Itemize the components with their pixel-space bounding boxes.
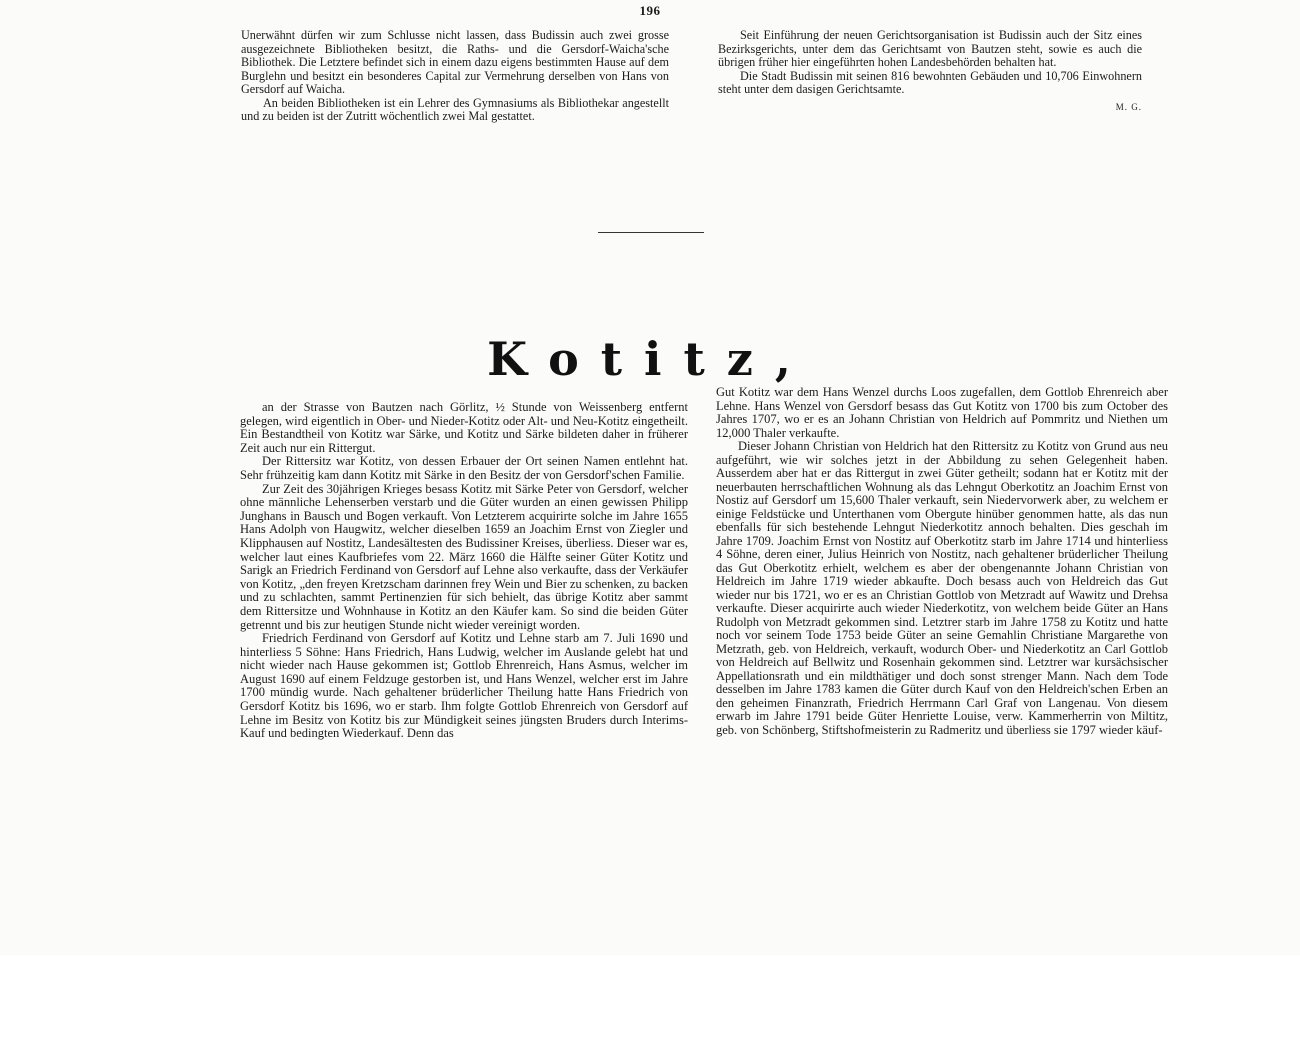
bottom-left-column xyxy=(240,401,688,741)
paragraph: Gut Kotitz war dem Hans Wenzel durchs Loos zugefallen, dem Gottlob Ehrenreich aber Lehne. Hans Wenzel von Gersdorf besass das Gut Kotitz von 1700 bis zum October des Jahres 1707, wo er es an Johann Christian von Heldrich auf Pommritz und Niethen um 12,000 Thaler verkaufte. xyxy=(716,385,1168,440)
paragraph: Seit Einführung der neuen Gerichtsorganisation ist Budissin auch der Sitz eines Bezirksgerichts, unter dem das Gerichtsamt von Bautzen steht, sowie es auch die übrigen früher hier eingeführten hohen Landesbehörden behalten hat. xyxy=(718,28,1142,69)
paragraph: an der Strasse von Bautzen nach Görlitz, ½ Stunde von Weissenberg entfernt gelegen, wird eigentlich in Ober- und Nieder-Kotitz oder Alt- und Neu-Kotitz eingetheilt. Ein Bestandtheil von Kotitz war Särke, und Kotitz und Särke bildeten daher in früherer Zeit auch nur ein Rittergut. xyxy=(240,400,688,455)
section-divider xyxy=(598,232,704,233)
section-title: Kotitz, xyxy=(487,332,813,386)
paragraph: Dieser Johann Christian von Heldrich hat den Rittersitz zu Kotitz von Grund aus neu aufgeführt, wie wir solches jetzt in der Abbildung zu sehen Gelegenheit haben. Ausserdem aber hat er das Rittergut in zwei Güter getheilt; sodann hat er Kotitz mit der neuerbauten herrschaftlichen Wohnung als das Lehngut Oberkotitz an Joachim Ernst von Nostiz auf Gersdorf um 15,600 Thaler verkauft, sein Niedervorwerk aber, zu welchem er einige Feldstücke und Unterthanen vom Obergute hinüber genommen hatte, als das nun ebenfalls für sich bestehende Lehngut Niederkotitz annoch behalten. Dies geschah im Jahre 1709. Joachim Ernst von Nostitz auf Oberkotitz starb im Jahre 1714 und hinterliess 4 Söhne, deren einer, Julius Heinrich von Nostitz, nach gehaltener brüderlicher Theilung das Gut Oberkotitz erhielt, welchem es aber der obengenannte Johann Christian von Heldreich im Jahre 1719 wieder abkaufte. Doch besass auch von Heldreich das Gut wieder nur bis 1721, wo er es an Christian Gottlob von Metzradt auf Wawitz und Drehsa verkaufte. Dieser acquirirte auch wieder Niederkotitz, von welchem beide Güter an Hans Rudolph von Metzradt gekommen sind. Letztrer starb im Jahre 1758 zu Kotitz und hatte noch vor seinem Tode 1753 beide Güter an seine Gemahlin Christiane Margarethe von Metzrath, geb. von Heldreich, verkauft, wodurch Ober- und Niederkotitz an Carl Gottlob von Heldreich auf Bellwitz und Rosenhain gekommen sind. Letztrer war kursächsischer Appellationsrath und ein mildthätiger und doch sonst strenger Mann. Nach dem Tode desselben im Jahre 1783 kamen die Güter durch Kauf von den Heldreich'schen Erben an den geheimen Finanzrath, Friedrich Herrmann Carl Graf von Langenau. Von diesem erwarb im Jahre 1791 beide Güter Henriette Louise, verw. Kammerherrin von Miltitz, geb. von Schönberg, Stiftshofmeisterin zu Radmeritz und überliess sie 1797 wieder käuf- xyxy=(716,439,1168,737)
paragraph: Unerwähnt dürfen wir zum Schlusse nicht lassen, dass Budissin auch zwei grosse ausgezeichnete Bibliotheken besitzt, die Raths- und die Gersdorf-Waicha'sche Bibliothek. Die Letztere befindet sich in einem dazu eigens bestimmten Hause auf dem Burglehn und besitzt ein besonderes Capital zur Vermehrung derselben von Hans von Gersdorf auf Waicha. xyxy=(241,28,669,96)
paragraph: An beiden Bibliotheken ist ein Lehrer des Gymnasiums als Bibliothekar angestellt und zu beiden ist der Zutritt wöchentlich zwei Mal gestattet. xyxy=(241,95,669,123)
image-border xyxy=(0,955,1300,1045)
author-signature: M. G. xyxy=(1115,101,1142,112)
top-right-column xyxy=(718,29,1142,114)
page-number: 196 xyxy=(639,3,661,18)
paragraph: Der Rittersitz war Kotitz, von dessen Erbauer der Ort seinen Namen entlehnt hat. Sehr frühzeitig kam dann Kotitz mit Särke in den Besitz der von Gersdorf'schen Familie. xyxy=(240,454,688,482)
top-left-column xyxy=(241,29,669,124)
bottom-right-column xyxy=(716,386,1168,737)
paragraph: Friedrich Ferdinand von Gersdorf auf Kotitz und Lehne starb am 7. Juli 1690 und hinterliess 5 Söhne: Hans Friedrich, Hans Ludwig, welcher im Auslande gelebt hat und nicht wieder nach Hause gekommen ist; Gottlob Ehrenreich, Hans Asmus, welcher im August 1690 auf einem Feldzuge gestorben ist, und Hans Wenzel, welcher erst im Jahre 1700 mündig wurde. Nach gehaltener brüderlicher Theilung hatte Hans Friedrich von Gersdorf Kotitz bis 1696, wo er starb. Ihm folgte Gottlob Ehrenreich von Gersdorf auf Lehne im Besitz von Kotitz bis zur Mündigkeit seines jüngsten Bruders durch Interims-Kauf und bedingten Wiederkauf. Denn das xyxy=(240,631,688,741)
paragraph: Die Stadt Budissin mit seinen 816 bewohnten Gebäuden und 10,706 Einwohnern steht unter dem dasigen Gerichtsamte. xyxy=(718,68,1142,96)
paragraph: Zur Zeit des 30jährigen Krieges besass Kotitz mit Särke Peter von Gersdorf, welcher ohne männliche Lehenserben verstarb und die Güter wurden an einen gewissen Philipp Junghans in Bausch und Bogen verkauft. Von Letzterem acquirirte solche im Jahre 1655 Hans Adolph von Haugwitz, welcher dieselben 1659 an Joachim Ernst von Ziegler und Klipphausen auf Nostitz, Landesältesten des Budissiner Kreises, überliess. Dieser war es, welcher laut eines Kaufbriefes vom 22. März 1660 die Hälfte seiner Güter Kotitz und Sarigk an Friedrich Ferdinand von Gersdorf auf Lehne also verkaufte, dass der Verkäufer von Kotitz, „den freyen Kretzscham darinnen frey Wein und Bier zu schenken, zu backen und zu schlachten, sammt Pertinenzien für sich behielt, das übrige Kotitz aber sammt dem Rittersitze und Wohnhause in Kotitz an den Käufer kam. So sind die beiden Güter getrennt und bis zur heutigen Stunde nicht wieder vereinigt worden. xyxy=(240,481,688,632)
